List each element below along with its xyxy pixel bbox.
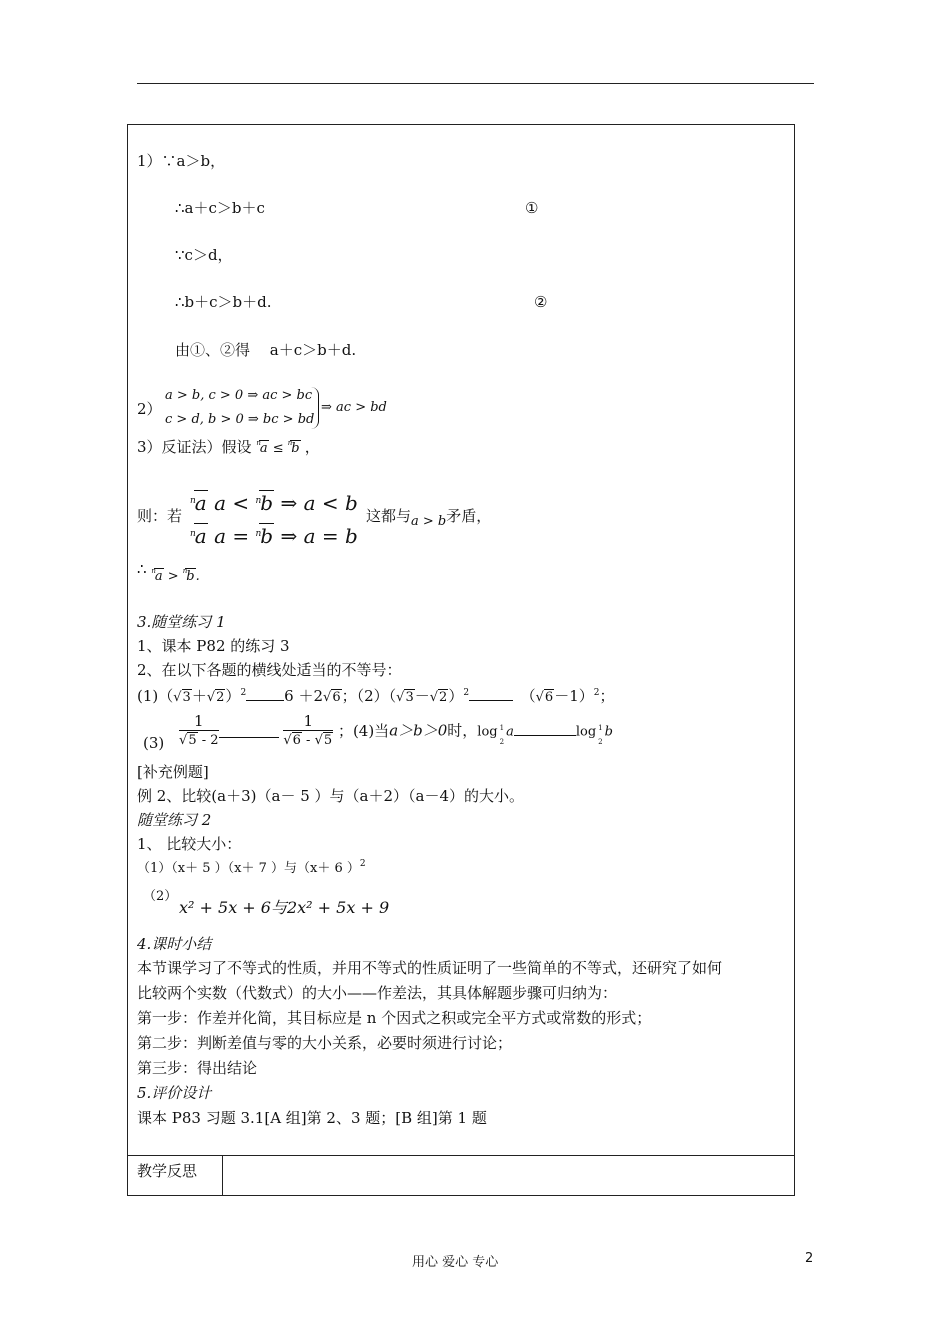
q2-1-open: (1)（ [137,687,174,705]
answer-blank-1[interactable] [246,686,284,701]
period: . [195,569,200,584]
radicand-2: 2 [216,690,225,705]
radicand: a [194,524,207,548]
practice2-q1-1 [137,860,366,879]
proof2-line-a: a > b, c > 0 ⇒ ac > bc [165,388,313,403]
radicand: a [154,569,163,584]
square-exp: 2 [463,688,470,698]
contra-part-2: 矛盾， [446,507,492,525]
open-paren: （ [528,687,536,705]
comma: ， [304,438,320,456]
section4-title: 4.课时小结 [137,935,212,953]
radicand-3: 3 [182,690,191,705]
minus-one: －1） [554,687,594,705]
plus: ＋ [191,687,207,705]
half-den: 2 [598,737,603,746]
half-num: 1 [499,723,505,732]
step-1: 第一步：作差并化简，其目标应是 n 个因式之积或完全平方式或常数的形式； [137,1009,652,1027]
minus: － [414,687,430,705]
case-less-implies: ⇒ a < b [280,491,358,515]
proof-line-3: ∵c＞d， [175,246,233,264]
case-less: $^n$a a < $^n$b ⇒ a < b [190,491,358,515]
proof-line-5: 由①、②得 a＋c＞b＋d. [175,341,357,359]
case-equal-mid: a = [214,524,256,548]
q2-items-3-4 [143,712,613,751]
practice2-q1-2-expr: x² + 5x + 6与2x² + 5x + 9 [179,898,390,917]
radicand-2: 2 [439,690,448,705]
case-equal-implies: ⇒ a = b [280,524,358,548]
root-index: n [287,439,293,447]
fraction-2: $\frac{1}{√6 - √5}$ [283,712,333,748]
radicand-b: b [291,441,300,456]
radicand-6: 6 [544,690,554,705]
half-den: 2 [499,737,505,746]
radicand: b [260,524,274,548]
step-2: 第二步：判断差值与零的大小关系，必要时须进行讨论； [137,1034,513,1052]
half-num: 1 [598,723,603,732]
log-2: log [575,724,597,740]
radicand: b [260,491,274,515]
proof-line-2: ∴a＋c＞b＋c [175,199,265,217]
section3-title: 3.随堂练习 1 [137,613,226,631]
base-half-2 [598,723,603,746]
footer-motto: 用心 爱心 专心 [412,1255,499,1270]
conclusion-expr: $^n$a > $^n$b. [151,567,200,584]
assume-expr [256,441,304,456]
q4-text: ；(4)当 [337,721,390,740]
q2-items-1-2: $(1)(√3+√2)^2$ 6 ＋2√6；$(2)(√3-√2)^2$ $(√6-1)^2$； [137,687,615,705]
gt: > [167,569,183,584]
minus: - [301,733,315,748]
log-arg-b: b [604,724,613,740]
practice2-q1: 1、 比较大小： [137,835,242,853]
q3-label: (3) [143,733,165,752]
example-2-body: a＋3)（a－ 5 ）与（a＋2）（a－4）的大小。 [217,787,525,805]
section5-text: 课本 P83 习题 3.1[A 组]第 2、3 题；[B 组]第 1 题 [137,1109,487,1127]
log-1: log [477,724,498,740]
header-rule [137,83,814,84]
proof2-line-b: c > d, b > 0 ⇒ bc > bd [165,412,315,427]
reflection-label: 教学反思 [137,1162,198,1180]
supplement-title: [补充例题] [137,763,209,781]
le-sign: ≤ [268,441,284,456]
conclusion-line [137,560,200,587]
square-exp: 2 [359,859,366,869]
section5-title: 5.评价设计 [137,1084,212,1102]
summary-line-2: 比较两个实数（代数式）的大小——作差法，其具体解题步骤可归纳为： [137,984,618,1002]
proof-line-4: ∴b＋c＞b＋d. [175,293,272,311]
minus-two: - 2 [197,733,219,748]
summary-line-1: 本节课学习了不等式的性质，并用不等式的性质证明了一些简单的不等式，还研究了如何 [137,959,723,977]
therefore-sign: ∴ [137,560,147,578]
marker-2: ② [534,293,548,311]
square-exp: 2 [593,688,600,698]
q4-time: 时， [447,721,478,740]
radicand-6: 6 [332,690,341,705]
page-number: 2 [805,1251,814,1266]
brace [308,387,319,429]
answer-blank-2[interactable] [469,686,513,701]
numerator: 1 [283,712,333,731]
reflection-divider [222,1155,223,1196]
then-label: 则：若 [137,507,183,525]
q4-condition: a＞b＞0 [389,721,448,740]
contradiction-text [366,507,491,527]
close-paren: ） [225,687,241,705]
section3-q2: 2、在以下各题的横线处适当的不等号： [137,661,402,679]
section3-q1: 1、课本 P82 的练习 3 [137,637,290,655]
square-exp: 2 [240,688,247,698]
case-equal: $^n$a a = $^n$b ⇒ a = b [190,524,358,548]
step-3: 第三步：得出结论 [137,1059,258,1077]
radicand: a [194,491,207,515]
q2-1-rhs: 6 ＋2 [284,687,324,705]
answer-blank-4[interactable] [514,721,576,736]
proof3-label [137,438,320,459]
case-less-mid: a < [214,491,256,515]
close-paren: ） [448,687,464,705]
contra-ab: a > b [411,514,447,529]
root-index: n [256,439,261,447]
q2-2-open: ；（2）（ [341,687,397,705]
semicolon: ； [599,687,615,705]
log-arg-a: a [506,724,514,740]
radicand-5: 5 [323,733,333,748]
practice2-q1-1-text: （1）（x＋ 5 ）（x＋ 7 ）与（x＋ 6 ） [137,861,360,876]
base-half-1 [499,723,505,746]
radicand-5: 5 [188,733,197,748]
reflection-field[interactable] [224,1157,792,1194]
radicand-a: a [259,441,268,456]
numerator: 1 [179,712,219,731]
proof3-text: 3）反证法）假设 [137,438,252,456]
proof2-label: 2） [137,400,162,418]
fraction-1: $\frac{1}{√5 - 2}$ [179,712,219,748]
proof-line-1: 1）∵a＞b， [137,152,226,170]
proof2-conclusion: ⇒ ac > bd [321,400,387,415]
example-2-head: 例 2、比较( [137,787,218,805]
contra-part-1: 这都与 [366,507,412,525]
radicand-b: b [186,569,195,584]
radicand-6: 6 [292,733,301,748]
practice2-title: 随堂练习 2 [137,811,212,829]
answer-blank-3[interactable] [219,723,279,738]
practice2-q1-2-label: （2） [143,889,178,904]
marker-1: ① [525,199,539,217]
radicand-3: 3 [405,690,414,705]
example-2 [137,787,524,805]
